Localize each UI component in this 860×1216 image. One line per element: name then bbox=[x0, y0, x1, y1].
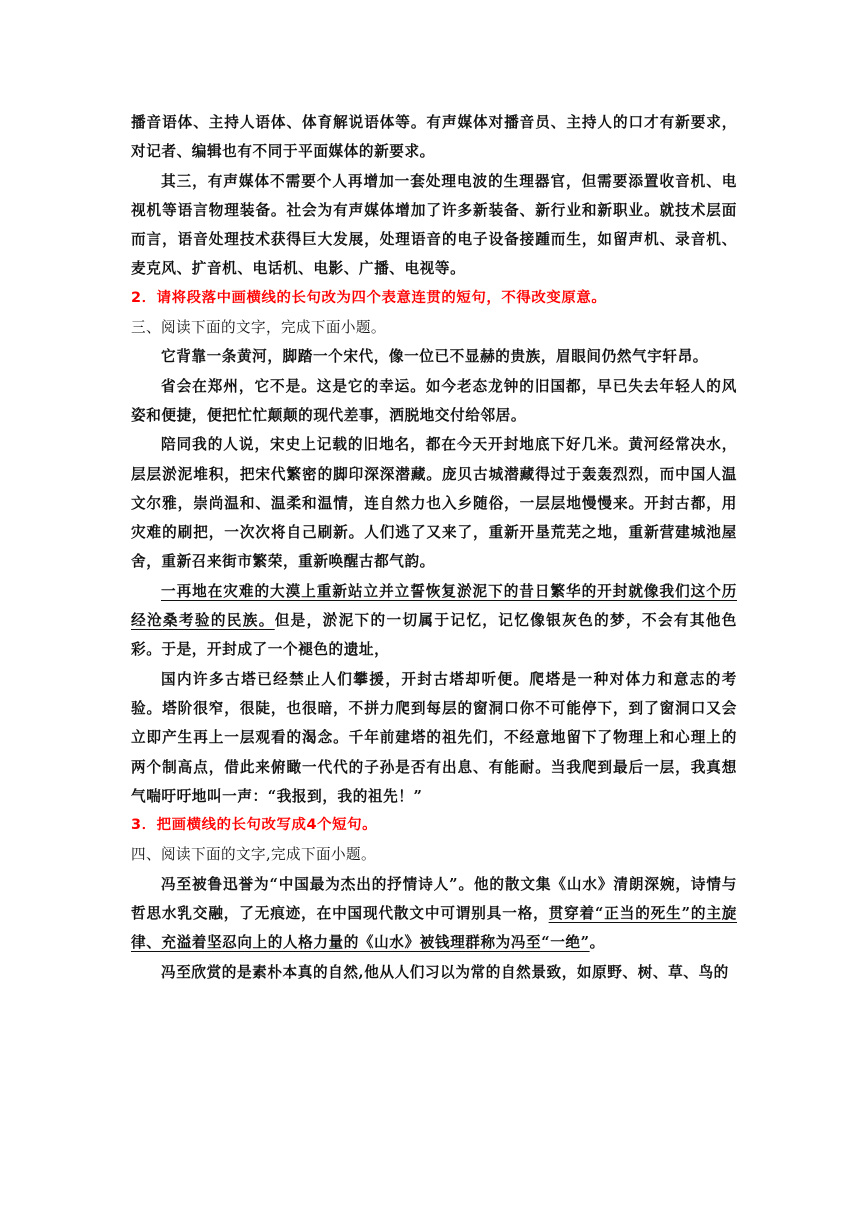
paragraph-feng-zhi-text: 冯至被鲁迅誉为“中国最为杰出的抒情诗人”。他的散文集《山水》清朗深婉，诗情与哲思水乳交融，了无痕迹，在中国现代散文中可谓别具一格， bbox=[131, 875, 737, 923]
paragraph-feng-zhi bbox=[131, 870, 737, 958]
paragraph-third-point: 其三，有声媒体不需要个人再增加一套处理电波的生理器官，但需要添置收音机、电视机等语言物理装备。社会为有声媒体增加了许多新装备、新行业和新职业。就技术层面而言，语音处理技术获得巨大发展，处理语音的电子设备接踵而生，如留声机、录音机、麦克风、扩音机、电话机、电影、广播、电视等。 bbox=[131, 172, 737, 278]
section-4-title: 四、阅读下面的文字,完成下面小题。 bbox=[131, 846, 376, 864]
paragraph-feng-zhi-end: 。 bbox=[589, 934, 605, 952]
paragraph-broadcast-styles: 播音语体、主持人语体、体育解说语体等。有声媒体对播音员、主持人的口才有新要求，对记者、编辑也有不同于平面媒体的新要求。 bbox=[131, 114, 737, 161]
paragraph-nature: 冯至欣赏的是素朴本真的自然,他从人们习以为常的自然景致，如原野、树、草、鸟的 bbox=[161, 963, 729, 981]
underlined-long-sentence: 一再地在灾难的大漠上重新站立并立誓恢复淤泥下的昔日繁华的开封就像我们这个历经沧桑考验的民族。 bbox=[131, 582, 737, 630]
paragraph-ancient-tower: 国内许多古塔已经禁止人们攀援，开封古塔却听便。爬塔是一种对体力和意志的考验。塔阶很窄，很陡，也很暗，不拼力爬到每层的窗洞口你不可能停下，到了窗洞口又会立即产生再上一层观看的渴念。千年前建塔的祖先们，不经意地留下了物理上和心理上的两个制高点，借此来俯瞰一代代的子孙是否有出息、有能耐。当我爬到最后一层，我真想气喘吁吁地叫一声：“我报到，我的祖先！” bbox=[131, 670, 737, 805]
section-3-title: 三、阅读下面的文字，完成下面小题。 bbox=[131, 319, 386, 337]
question-3: 3．把画横线的长句改写成4个短句。 bbox=[131, 817, 378, 834]
paragraph-underlined-sentence bbox=[131, 577, 737, 665]
question-2: 2．请将段落中画横线的长句改为四个表意连贯的短句，不得改变原意。 bbox=[131, 289, 607, 306]
paragraph-history: 陪同我的人说，宋史上记载的旧地名，都在今天开封地底下好几米。黄河经常决水，层层淤泥堆积，把宋代繁密的脚印深深潜藏。庞贝古城潜藏得过于轰轰烈烈，而中国人温文尔雅，崇尚温和、温柔和温情，连自然力也入乡随俗，一层层地慢慢来。开封古都，用灾难的刷把，一次次将自己刷新。人们逃了又来了，重新开垦荒芜之地，重新营建城池屋舍，重新召来街市繁荣，重新唤醒古都气韵。 bbox=[131, 436, 737, 571]
underlined-long-sentence-2: 贯穿着“正当的死生”的主旋律、充溢着坚忍向上的人格力量的《山水》被钱理群称为冯至“一绝” bbox=[131, 905, 738, 952]
paragraph-continuation: 但是，淤泥下的一切属于记忆，记忆像银灰色的梦，不会有其他色彩。于是，开封成了一个褪色的遗址， bbox=[131, 612, 738, 659]
paragraph-kaifeng-intro: 它背靠一条黄河，脚踏一个宋代，像一位已不显赫的贵族，眉眼间仍然气宇轩昂。 bbox=[161, 348, 708, 366]
document-body bbox=[131, 108, 737, 987]
paragraph-zhengzhou: 省会在郑州，它不是。这是它的幸运。如今老态龙钟的旧国都，早已失去年轻人的风姿和便捷，便把忙忙颠颠的现代差事，洒脱地交付给邻居。 bbox=[131, 377, 737, 424]
